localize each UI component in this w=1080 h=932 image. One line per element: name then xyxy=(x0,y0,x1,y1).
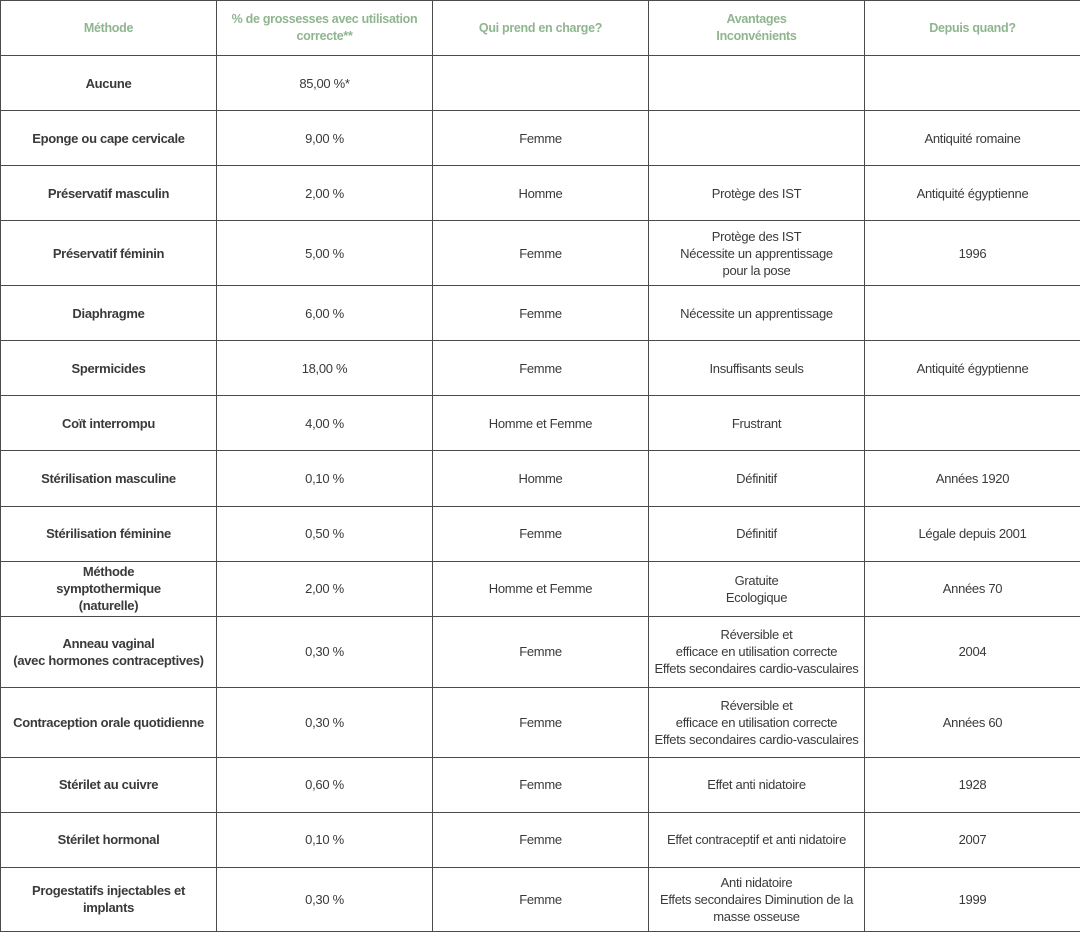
table-row xyxy=(1,56,1080,111)
rate-cell: 0,10 % xyxy=(217,812,433,867)
pros-cons-cell xyxy=(649,111,865,166)
method-cell: Contraception orale quotidienne xyxy=(1,687,217,757)
table-row xyxy=(1,166,1080,221)
table-row xyxy=(1,687,1080,757)
since-cell: Antiquité romaine xyxy=(865,111,1080,166)
table-row xyxy=(1,757,1080,812)
since-cell: Antiquité égyptienne xyxy=(865,166,1080,221)
since-cell: 1996 xyxy=(865,221,1080,286)
rate-cell: 0,50 % xyxy=(217,506,433,561)
pros-cons-cell: Effet contraceptif et anti nidatoire xyxy=(649,812,865,867)
responsible-cell xyxy=(433,56,649,111)
table-row xyxy=(1,506,1080,561)
table-row xyxy=(1,111,1080,166)
responsible-cell: Femme xyxy=(433,111,649,166)
method-cell: Coït interrompu xyxy=(1,396,217,451)
rate-cell: 0,10 % xyxy=(217,451,433,506)
method-cell: Diaphragme xyxy=(1,286,217,341)
rate-cell: 2,00 % xyxy=(217,166,433,221)
pros-cons-cell: Réversible et efficace en utilisation correcte Effets secondaires cardio-vasculaires xyxy=(649,616,865,687)
responsible-cell: Homme et Femme xyxy=(433,396,649,451)
method-cell: Stérilet au cuivre xyxy=(1,757,217,812)
responsible-cell: Homme xyxy=(433,166,649,221)
pros-cons-cell: Définitif xyxy=(649,506,865,561)
table-row xyxy=(1,451,1080,506)
table-row xyxy=(1,341,1080,396)
rate-cell: 5,00 % xyxy=(217,221,433,286)
since-cell: 2007 xyxy=(865,812,1080,867)
responsible-cell: Femme xyxy=(433,757,649,812)
table-body xyxy=(1,56,1080,932)
rate-cell: 0,30 % xyxy=(217,616,433,687)
pros-cons-cell: Définitif xyxy=(649,451,865,506)
header-pregnancy-rate: % de grossesses avec utilisation correcte** xyxy=(217,1,433,56)
method-cell: Stérilisation féminine xyxy=(1,506,217,561)
method-cell: Stérilet hormonal xyxy=(1,812,217,867)
method-cell: Aucune xyxy=(1,56,217,111)
since-cell: Années 70 xyxy=(865,561,1080,616)
rate-cell: 0,30 % xyxy=(217,867,433,931)
responsible-cell: Femme xyxy=(433,867,649,931)
responsible-cell: Femme xyxy=(433,341,649,396)
since-cell xyxy=(865,286,1080,341)
rate-cell: 6,00 % xyxy=(217,286,433,341)
pros-cons-cell: Insuffisants seuls xyxy=(649,341,865,396)
since-cell: 1999 xyxy=(865,867,1080,931)
method-cell: Spermicides xyxy=(1,341,217,396)
rate-cell: 0,30 % xyxy=(217,687,433,757)
since-cell xyxy=(865,56,1080,111)
since-cell: Années 1920 xyxy=(865,451,1080,506)
responsible-cell: Femme xyxy=(433,616,649,687)
method-cell: Préservatif masculin xyxy=(1,166,217,221)
rate-cell: 0,60 % xyxy=(217,757,433,812)
method-cell: Méthode symptothermique (naturelle) xyxy=(1,561,217,616)
since-cell: 1928 xyxy=(865,757,1080,812)
table-row xyxy=(1,396,1080,451)
table-row xyxy=(1,867,1080,931)
table-row xyxy=(1,561,1080,616)
method-cell: Eponge ou cape cervicale xyxy=(1,111,217,166)
pros-cons-cell: Effet anti nidatoire xyxy=(649,757,865,812)
method-cell: Stérilisation masculine xyxy=(1,451,217,506)
header-responsible: Qui prend en charge? xyxy=(433,1,649,56)
responsible-cell: Femme xyxy=(433,506,649,561)
rate-cell: 18,00 % xyxy=(217,341,433,396)
table-row xyxy=(1,616,1080,687)
pros-cons-cell: Anti nidatoire Effets secondaires Diminution de la masse osseuse xyxy=(649,867,865,931)
responsible-cell: Homme xyxy=(433,451,649,506)
pros-cons-cell: Frustrant xyxy=(649,396,865,451)
pros-cons-cell xyxy=(649,56,865,111)
header-row xyxy=(1,1,1080,56)
pros-cons-cell: Protège des IST xyxy=(649,166,865,221)
header-method: Méthode xyxy=(1,1,217,56)
table-row xyxy=(1,221,1080,286)
since-cell: Antiquité égyptienne xyxy=(865,341,1080,396)
responsible-cell: Femme xyxy=(433,687,649,757)
responsible-cell: Homme et Femme xyxy=(433,561,649,616)
method-cell: Préservatif féminin xyxy=(1,221,217,286)
since-cell: Années 60 xyxy=(865,687,1080,757)
table-row xyxy=(1,812,1080,867)
pros-cons-cell: Réversible et efficace en utilisation correcte Effets secondaires cardio-vasculaires xyxy=(649,687,865,757)
since-cell xyxy=(865,396,1080,451)
responsible-cell: Femme xyxy=(433,221,649,286)
since-cell: 2004 xyxy=(865,616,1080,687)
method-cell: Anneau vaginal (avec hormones contraceptives) xyxy=(1,616,217,687)
since-cell: Légale depuis 2001 xyxy=(865,506,1080,561)
pros-cons-cell: Protège des IST Nécessite un apprentissage pour la pose xyxy=(649,221,865,286)
pros-cons-cell: Nécessite un apprentissage xyxy=(649,286,865,341)
rate-cell: 4,00 % xyxy=(217,396,433,451)
table-row xyxy=(1,286,1080,341)
method-cell: Progestatifs injectables et implants xyxy=(1,867,217,931)
pros-cons-cell: Gratuite Ecologique xyxy=(649,561,865,616)
responsible-cell: Femme xyxy=(433,812,649,867)
responsible-cell: Femme xyxy=(433,286,649,341)
header-pros-cons: Avantages Inconvénients xyxy=(649,1,865,56)
rate-cell: 2,00 % xyxy=(217,561,433,616)
rate-cell: 9,00 % xyxy=(217,111,433,166)
rate-cell: 85,00 %* xyxy=(217,56,433,111)
header-since-when: Depuis quand? xyxy=(865,1,1080,56)
